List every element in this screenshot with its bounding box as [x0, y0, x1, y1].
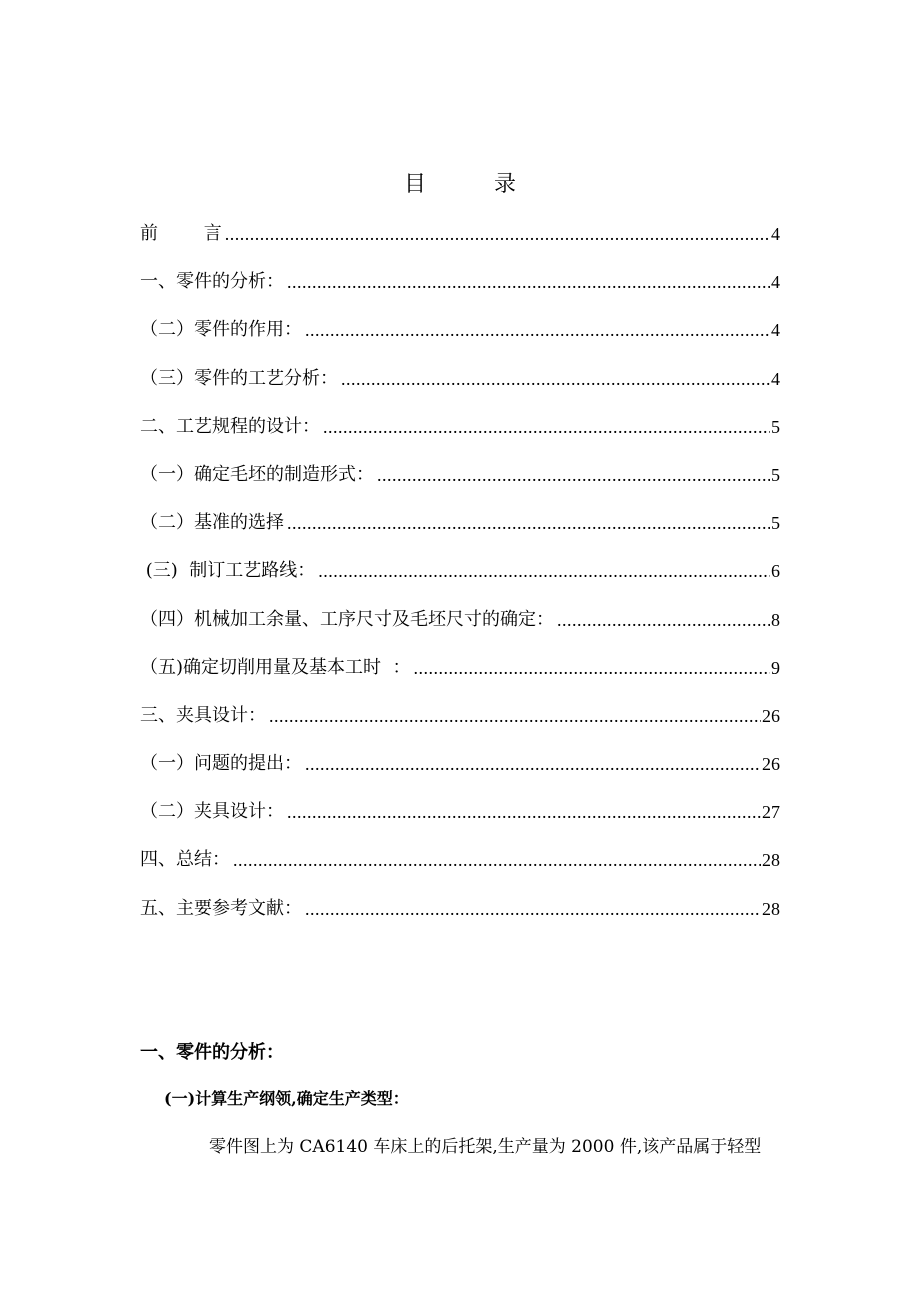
- section-heading: 一、零件的分析：: [140, 1042, 284, 1063]
- toc-entry[interactable]: [140, 796, 780, 844]
- toc-page-number: 9: [771, 657, 780, 678]
- toc-entry-label: (三) 制订工艺路线：: [140, 560, 316, 582]
- toc-entry-label: 五、主要参考文献：: [140, 897, 302, 919]
- toc-entry-label: （二）基准的选择: [140, 512, 284, 534]
- toc-title-char-2: 录: [494, 172, 517, 197]
- toc-leader-dots: [377, 459, 770, 491]
- toc-page-number: 8: [771, 609, 780, 630]
- toc-leader-dots: [305, 893, 761, 925]
- toc-page-number: 28: [762, 850, 780, 871]
- toc-entry-label: （五)确定切削用量及基本工时 ：: [140, 656, 411, 678]
- toc-entry[interactable]: [140, 363, 780, 411]
- toc-page-number: 4: [771, 320, 780, 341]
- toc-entry[interactable]: [140, 411, 780, 459]
- toc-title: [0, 170, 920, 200]
- toc-entry[interactable]: [140, 555, 780, 603]
- toc-page-number: 27: [762, 802, 780, 823]
- toc-page-number: 5: [771, 513, 780, 534]
- toc-title-char-1: 目: [403, 172, 426, 197]
- table-of-contents: [140, 218, 780, 941]
- toc-leader-dots: [305, 748, 761, 780]
- subsection-heading: (一)计算生产纲领,确定生产类型：: [164, 1089, 409, 1108]
- toc-entry-label: （一）问题的提出：: [140, 753, 302, 775]
- toc-entry-label: （二）夹具设计：: [140, 801, 284, 823]
- toc-page-number: 28: [762, 898, 780, 919]
- toc-leader-dots: [413, 652, 770, 684]
- toc-leader-dots: [287, 266, 770, 298]
- toc-entry-label: （二）零件的作用：: [140, 319, 302, 341]
- toc-entry-label: 一、零件的分析：: [140, 271, 284, 293]
- toc-entry-label: 四、总结：: [140, 849, 230, 871]
- toc-entry[interactable]: [140, 266, 780, 314]
- toc-entry-label: 三、夹具设计：: [140, 704, 266, 726]
- toc-page-number: 26: [762, 754, 780, 775]
- toc-entry[interactable]: [140, 459, 780, 507]
- toc-page-number: 26: [762, 705, 780, 726]
- toc-entry[interactable]: [140, 218, 780, 266]
- toc-entry-label: （一）确定毛坯的制造形式：: [140, 463, 374, 485]
- toc-page-number: 6: [771, 561, 780, 582]
- toc-leader-dots: [225, 218, 770, 250]
- toc-page-number: 4: [771, 368, 780, 389]
- toc-entry[interactable]: [140, 748, 780, 796]
- toc-entry[interactable]: [140, 844, 780, 892]
- toc-page-number: 5: [771, 416, 780, 437]
- toc-leader-dots: [323, 411, 770, 443]
- toc-entry[interactable]: [140, 893, 780, 941]
- toc-leader-dots: [287, 796, 761, 828]
- toc-entry[interactable]: [140, 507, 780, 555]
- toc-entry[interactable]: [140, 314, 780, 362]
- toc-page-number: 5: [771, 464, 780, 485]
- toc-leader-dots: [341, 363, 770, 395]
- toc-leader-dots: [233, 844, 761, 876]
- body-paragraph: 零件图上为 CA6140 车床上的后托架,生产量为 2000 件,该产品属于轻型: [209, 1137, 762, 1157]
- toc-entry[interactable]: [140, 700, 780, 748]
- toc-entry-label: （三）零件的工艺分析：: [140, 367, 338, 389]
- toc-page-number: 4: [771, 224, 780, 244]
- toc-entry[interactable]: [140, 604, 780, 652]
- toc-entry-label: 二、工艺规程的设计：: [140, 415, 320, 437]
- toc-leader-dots: [287, 507, 770, 539]
- toc-leader-dots: [269, 700, 761, 732]
- toc-entry[interactable]: [140, 652, 780, 700]
- toc-entry-label: （四）机械加工余量、工序尺寸及毛坯尺寸的确定：: [140, 608, 554, 630]
- toc-page-number: 4: [771, 272, 780, 293]
- toc-entry-label: 前 言: [140, 223, 222, 244]
- toc-leader-dots: [318, 555, 770, 587]
- toc-leader-dots: [557, 604, 770, 636]
- toc-leader-dots: [305, 314, 770, 346]
